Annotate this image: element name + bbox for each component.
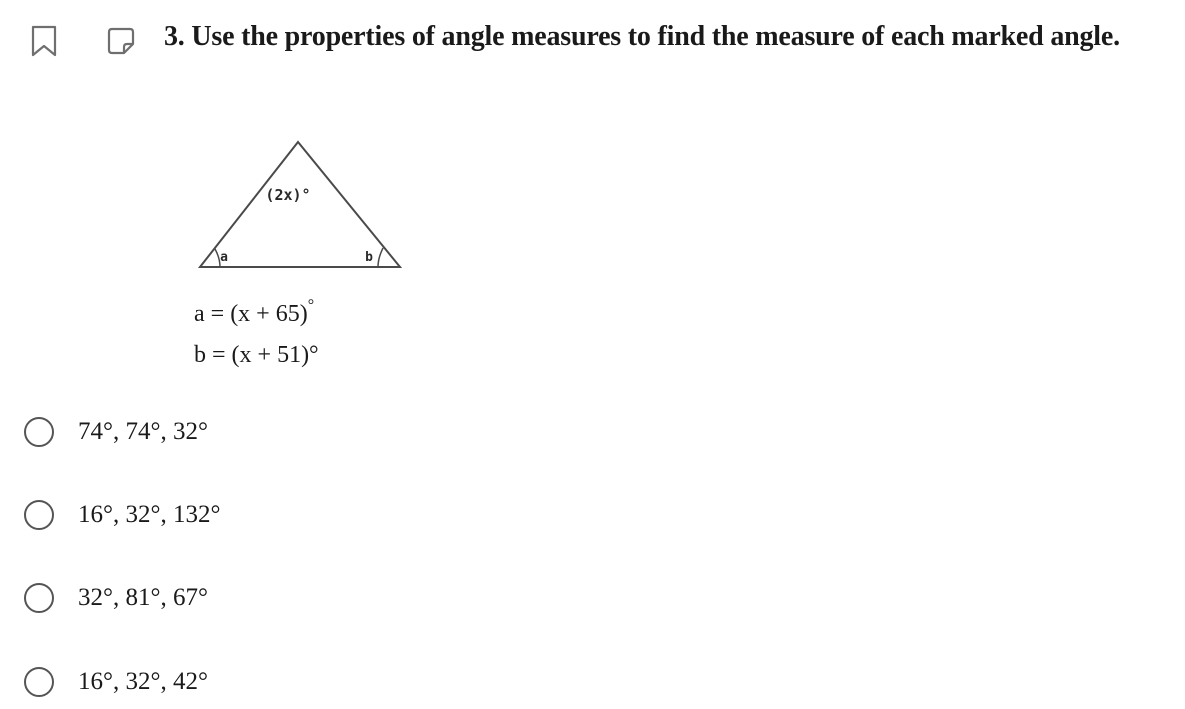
answer-choice-label: 16°, 32°, 132° xyxy=(78,501,221,528)
radio-button[interactable] xyxy=(24,500,54,530)
radio-button[interactable] xyxy=(24,583,54,613)
figure-label-a: a xyxy=(220,250,228,265)
figure-label-top: (2x)° xyxy=(265,186,311,204)
equation-a xyxy=(194,297,315,328)
radio-button[interactable] xyxy=(24,667,54,697)
triangle-shape xyxy=(200,142,400,267)
answer-choice-label: 16°, 32°, 42° xyxy=(78,668,208,695)
answer-choice-1[interactable] xyxy=(24,412,208,452)
answer-choice-3[interactable] xyxy=(24,578,208,618)
answer-choice-label: 74°, 74°, 32° xyxy=(78,418,208,445)
answer-choice-2[interactable] xyxy=(24,495,221,535)
angle-arc-b xyxy=(378,248,383,267)
equation-a-text: a = (x + 65) xyxy=(194,301,308,327)
radio-button[interactable] xyxy=(24,417,54,447)
question-text: 3. Use the properties of angle measures to find the measure of each marked angle. xyxy=(164,21,1120,52)
note-icon[interactable] xyxy=(106,26,136,56)
answer-choice-label: 32°, 81°, 67° xyxy=(78,584,208,611)
triangle-figure xyxy=(196,136,406,276)
bookmark-icon[interactable] xyxy=(30,24,58,58)
answer-choice-4[interactable] xyxy=(24,662,208,702)
figure-label-b: b xyxy=(365,250,373,265)
equation-a-degree: ° xyxy=(307,297,315,314)
equation-b: b = (x + 51)° xyxy=(194,342,319,368)
